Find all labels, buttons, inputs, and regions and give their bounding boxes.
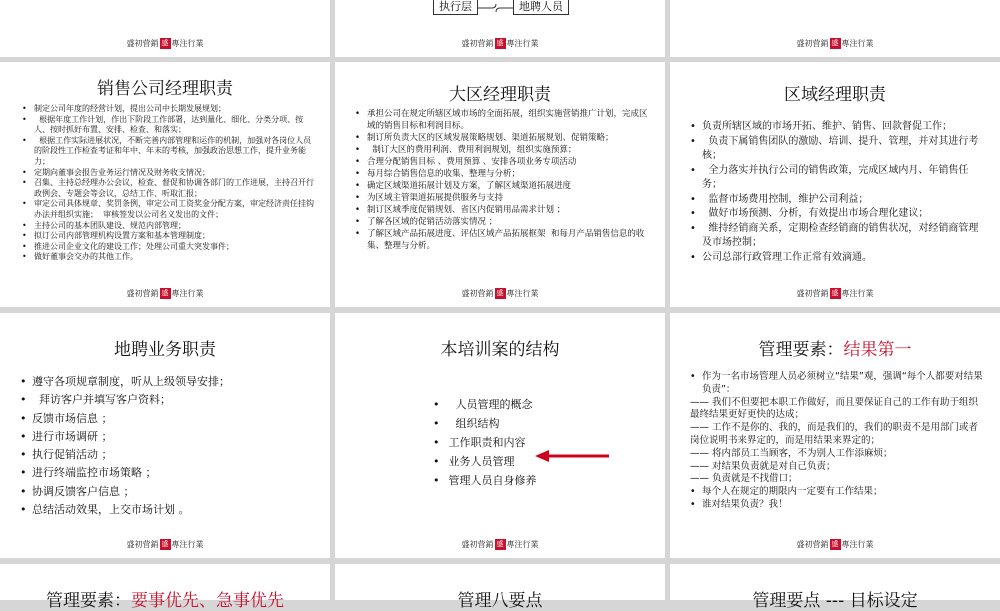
results-item: —— 我们不但要把本职工作做好，而且要保证自己的工作有助于组织最终结果更好更快的达成； — [690, 396, 979, 421]
slide-thumb-sales-gm-duties[interactable] — [0, 62, 330, 307]
slide-footer: 盛初营銷 盛初 專注行業 — [796, 39, 874, 58]
slide-thumb-area-mgr-duties[interactable] — [670, 62, 1000, 307]
duty-item: • 负责所辖区域的市场开拓、维护、销售、回款督促工作； — [690, 120, 985, 135]
duty-list — [22, 104, 314, 263]
duty-item: • 拜访客户并填写客户资料； — [20, 391, 320, 409]
brand-seal-icon: 盛初 — [831, 540, 839, 559]
duty-item: • 了解区域产品拓展进度、评估区域产品拓展框架 和每月产品销售信息的收集、整理与分析。 — [355, 228, 653, 252]
duty-list — [20, 373, 320, 519]
slide-thumb-training-structure[interactable] — [335, 313, 665, 558]
duty-item: • 执行促销活动 ； — [20, 446, 320, 464]
duty-item: • 全力落实并执行公司的销售政策，完成区域内月、年销售任务； — [690, 164, 985, 193]
slide-thumb-eight-points[interactable] — [335, 564, 665, 611]
duty-item: • 监督市场费用控制，维护公司利益； — [690, 193, 985, 208]
slide-title: 管理要素：要事优先、急事优先 — [46, 591, 284, 611]
duty-item: • 拟订公司内部管理机构设置方案和基本管理制度； — [22, 231, 314, 242]
slide-thumb-region-mgr-duties[interactable] — [335, 62, 665, 307]
slide-footer: 盛初营銷 盛初 專注行業 — [461, 540, 539, 559]
duty-list — [355, 108, 653, 252]
slide-title: 销售公司经理职责 — [97, 79, 233, 99]
slide-footer: 盛初营銷 盛初 專注行業 — [461, 39, 539, 58]
slide-title: 区域经理职责 — [784, 85, 886, 105]
highlight-arrow-icon — [535, 449, 611, 463]
duty-item: • 负责下属销售团队的激励、培训、提升、管理，并对其进行考核； — [690, 135, 985, 164]
slide-thumb-goal-setting[interactable] — [670, 564, 1000, 611]
brand-seal-icon: 盛初 — [496, 289, 504, 308]
duty-item: • 定期向董事会报告业务运行情况及财务收支情况； — [22, 168, 314, 179]
org-level-box: 执行层 — [433, 0, 478, 15]
brand-seal-icon: 盛初 — [831, 289, 839, 308]
slide-footer: 盛初营銷 盛初 專注行業 — [126, 39, 204, 58]
duty-item: • 制订所负责大区的区域发展策略规划、渠道拓展规划、促销策略； — [355, 132, 653, 144]
org-role-box: 地聘人员 — [513, 0, 569, 15]
slide-title: 本培训案的结构 — [440, 340, 560, 360]
slide-footer: 盛初营銷 盛初 專注行業 — [796, 289, 874, 308]
slide-thumb-org-chart[interactable] — [0, 0, 330, 57]
duty-item: • 进行市场调研 ； — [20, 428, 320, 446]
slide-title: 管理要点 --- 目标设定 — [752, 591, 918, 611]
slide-thumb-local-staff-duties[interactable] — [0, 313, 330, 558]
results-item: —— 工作不是你的、我的，而是我们的，我们的职责不是用部门或者岗位说明书来界定的，而是用结果来界定的； — [690, 422, 979, 446]
slide-thumb-org-fragment[interactable] — [335, 0, 665, 57]
structure-item: • 业务人员管理 — [433, 452, 633, 471]
results-item: • 谁对结果负责？我！ — [690, 499, 985, 512]
duty-item: • 进行终端监控市场策略 ； — [20, 464, 320, 482]
duty-item: • 总结活动效果，上交市场计划 。 — [20, 501, 320, 519]
results-item: —— 对结果负责就是对自己负责； — [690, 460, 836, 472]
structure-item: • 管理人员自身修养 — [433, 471, 633, 490]
duty-item: • 推进公司企业文化的建设工作；处理公司重大突发事件； — [22, 242, 314, 253]
brand-seal-icon: 盛初 — [831, 39, 839, 58]
duty-item: • 了解各区域的促销活动落实情况 ； — [355, 216, 653, 228]
org-connector — [478, 2, 516, 14]
slide-title: 地聘业务职责 — [114, 340, 216, 360]
duty-item: • 合理分配销售目标 、费用预算 、安排各项业务专项活动 — [355, 156, 653, 168]
duty-item: • 根据工作实际进展状况，不断完善内部管理和运作的机制，加强对各岗位人员的阶段性工作检查考证和年中、年末的考核，加强政治思想工作，提升业务能力； — [22, 136, 314, 168]
duty-item: • 审定公司具体规章、奖罚条例，审定公司工资奖金分配方案，审定经济责任挂钩办法并组织实施； 审核签发以公司名义发出的文件； — [22, 199, 314, 220]
duty-item: • 承担公司在规定所辖区域市场的全面拓展，组织实施营销推广计划，完成区域的销售目标和利润目标。 — [355, 108, 653, 132]
duty-list — [690, 120, 985, 265]
results-item: —— 将内部员工当顾客，不为别人工作添麻烦； — [690, 447, 893, 459]
results-list — [690, 371, 985, 512]
slide-footer: 盛初营銷 盛初 專注行業 — [796, 540, 874, 559]
slide-thumb-priorities[interactable] — [0, 564, 330, 611]
duty-item: • 为区域主管渠道拓展提供服务与支持 — [355, 192, 653, 204]
duty-item: • 制订大区的费用利润、费用利润规划，组织实施预算； — [355, 144, 653, 156]
slide-title: 管理要素：结果第一 — [758, 340, 912, 360]
slide-title: 管理八要点 — [457, 591, 543, 611]
duty-item: • 制定公司年度的经营计划，提出公司中长期发展规划； — [22, 104, 314, 115]
slide-title: 大区经理职责 — [449, 85, 551, 105]
results-item: • 每个人在规定的期限内一定要有工作结果； — [690, 486, 985, 499]
structure-item: • 组织结构 — [433, 414, 633, 433]
duty-item: • 主持公司的基本团队建设、规范内部管理； — [22, 221, 314, 232]
structure-list — [433, 395, 633, 490]
duty-item: • 确定区域渠道拓展计划及方案，了解区域渠道拓展进度 — [355, 180, 653, 192]
slide-footer: 盛初营銷 盛初 專注行業 — [461, 289, 539, 308]
duty-item: • 制订区域季度促销规划、省区内促销用品需求计划 ； — [355, 204, 653, 216]
duty-item: • 公司总部行政管理工作正常有效滴通。 — [690, 251, 985, 266]
structure-item: • 工作职责和内容 — [433, 433, 633, 452]
results-item: • 作为一名市场管理人员必须树立“结果”观，强调“每个人都要对结果负责”： — [690, 371, 985, 397]
duty-item: • 维持经销商关系，定期检查经销商的销售状况，对经销商管理及市场控制； — [690, 222, 985, 251]
duty-item: • 做好市场预测、分析，有效提出市场合理化建议； — [690, 207, 985, 222]
duty-item: • 反馈市场信息 ； — [20, 410, 320, 428]
slide-thumb-results-first[interactable] — [670, 313, 1000, 558]
brand-seal-icon: 盛初 — [161, 540, 169, 559]
brand-seal-icon: 盛初 — [496, 540, 504, 559]
duty-item: • 根据年度工作计划，作出下阶段工作部署，达到量化、细化、分类分项、按人、按时抓好布置、安排、检查、和落实； — [22, 115, 314, 136]
results-item: —— 负责就是不找借口； — [690, 473, 798, 485]
brand-seal-icon: 盛初 — [161, 289, 169, 308]
brand-seal-icon: 盛初 — [161, 39, 169, 58]
structure-item: • 人员管理的概念 — [433, 395, 633, 414]
brand-seal-icon: 盛初 — [496, 39, 504, 58]
duty-item: • 每月综合销售信息的收集、整理与分析； — [355, 168, 653, 180]
slide-thumb-blank[interactable] — [670, 0, 1000, 57]
duty-item: • 召集、主持总经理办公会议，检查、督促和协调各部门的工作进展，主持召开行政例会、专题会等会议，总结工作、听取汇报； — [22, 178, 314, 199]
slide-footer: 盛初营銷 盛初 專注行業 — [126, 289, 204, 308]
duty-item: • 协调反馈客户信息 ； — [20, 483, 320, 501]
duty-item: • 遵守各项规章制度，听从上级领导安排； — [20, 373, 320, 391]
slide-footer: 盛初营銷 盛初 專注行業 — [126, 540, 204, 559]
duty-item: • 做好董事会交办的其他工作。 — [22, 252, 314, 263]
